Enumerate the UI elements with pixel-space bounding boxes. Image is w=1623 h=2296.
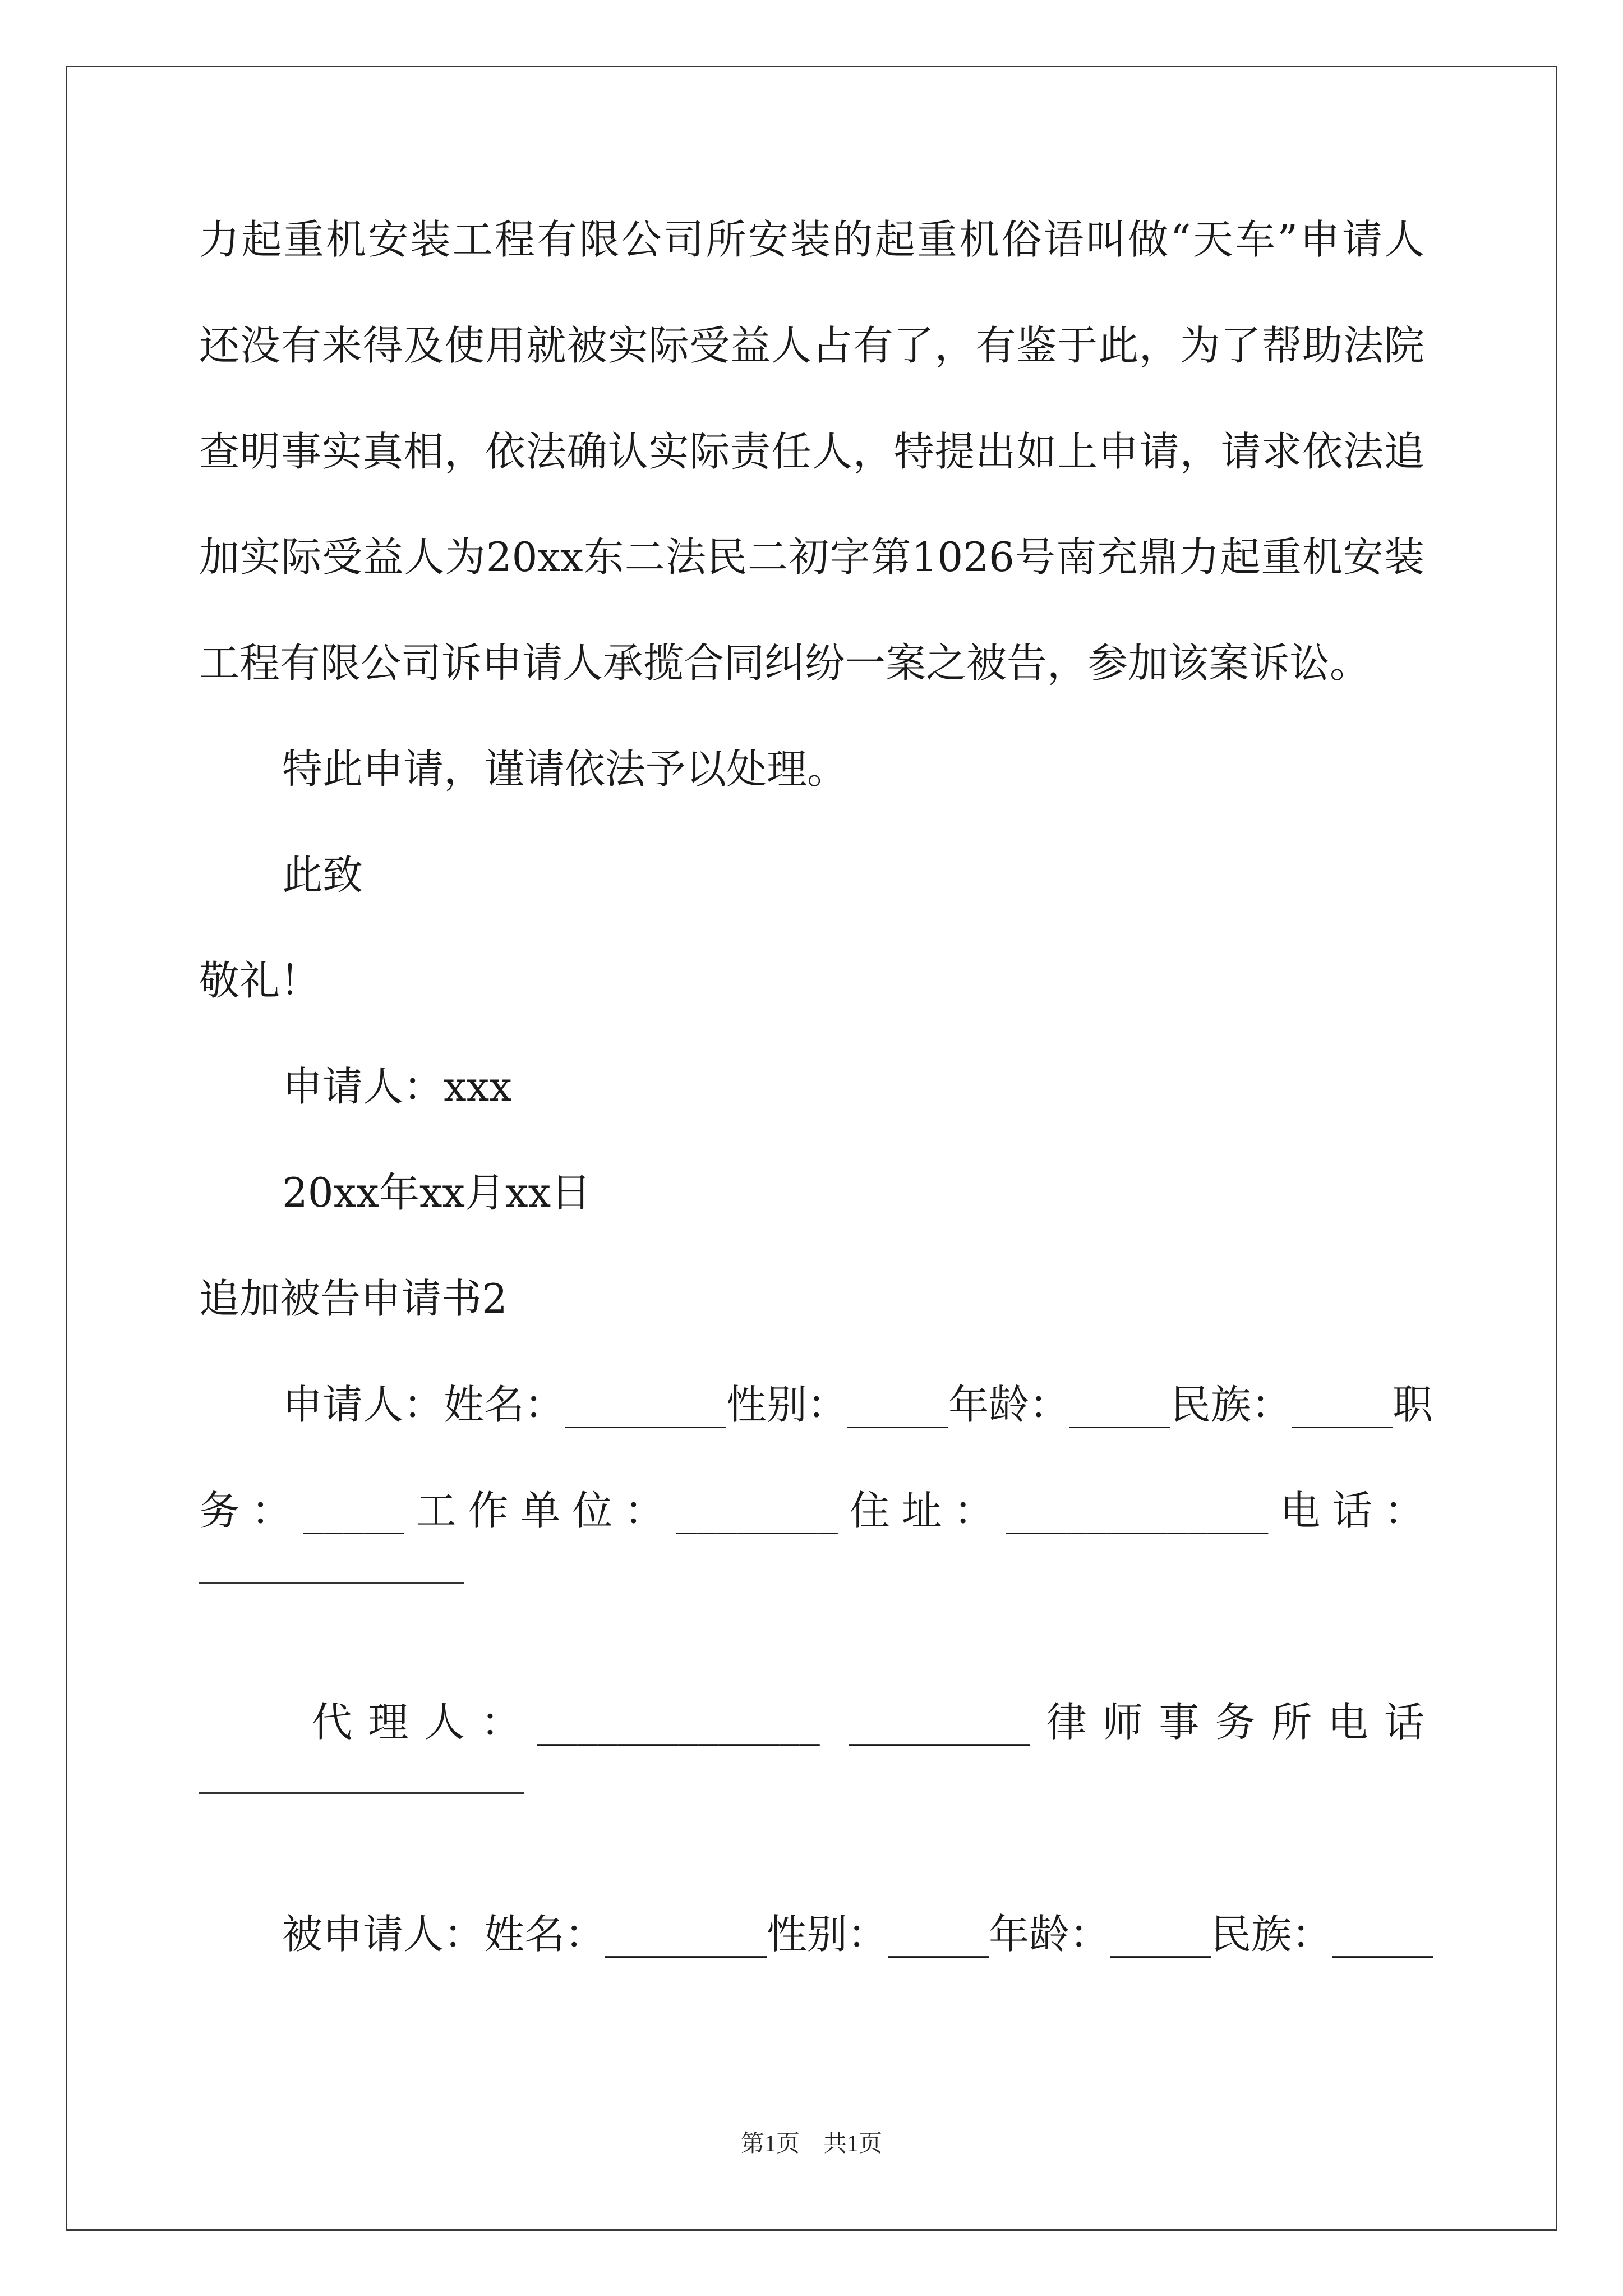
body-text-line: 还没有来得及使用就被实际受益人占有了，有鉴于此，为了帮助法院 [199, 322, 1424, 369]
body-text-line: 工程有限公司诉申请人承揽合同纠纷一案之被告，参加该案诉讼。 [199, 639, 1371, 687]
respondent-info-line: 被申请人：姓名：________性别：_____年龄：_____民族：_____ [282, 1911, 1433, 1958]
body-text-line: 查明事实真相，依法确认实际责任人，特提出如上申请，请求依法追 [199, 428, 1424, 475]
page-number: 第1页 共1页 [740, 2131, 882, 2157]
section-title: 追加被告申请书2 [199, 1275, 508, 1322]
applicant-info-line: 申请人：姓名：________性别：_____年龄：_____民族：_____职 [282, 1381, 1433, 1428]
regards: 敬礼！ [199, 957, 321, 1004]
page-border [66, 66, 1557, 2231]
body-text-line: 力起重机安装工程有限公司所安装的起重机俗语叫做“天车”申请人 [199, 216, 1424, 263]
body-text-line: 加实际受益人为20xx东二法民二初字第1026号南充鼎力起重机安装 [199, 533, 1424, 581]
agent-phone-blank [199, 1792, 524, 1794]
date-line: 20xx年xx月xx日 [282, 1169, 592, 1216]
closing-request: 特此申请，谨请依法予以处理。 [282, 746, 848, 793]
agent-info-line: 代理人：______________ _________律师事务所电话 [312, 1699, 1424, 1746]
salutation: 此致 [282, 852, 363, 899]
applicant-signature: 申请人：xxx [282, 1063, 512, 1110]
phone-blank [199, 1582, 464, 1584]
applicant-info-line: 务：_____工作单位：________住址：_____________电话： [199, 1487, 1424, 1534]
